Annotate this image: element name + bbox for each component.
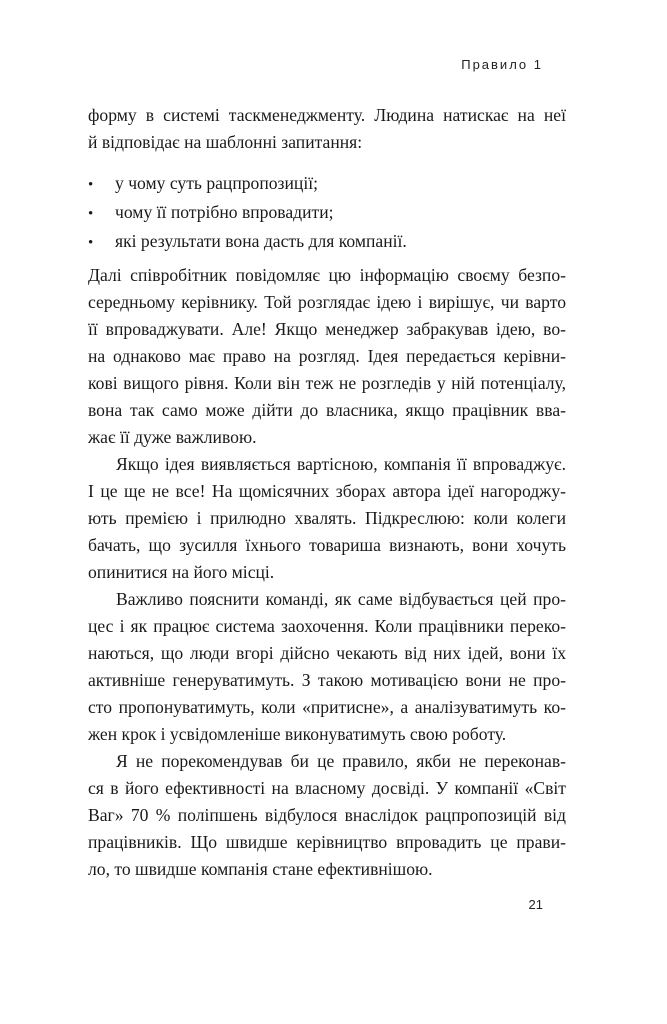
list-item-text: які результати вона дасть для компанії. — [115, 231, 407, 251]
bullet-icon: • — [88, 206, 94, 222]
list-item-text: у чому суть рацпропозиції; — [115, 173, 319, 193]
bullet-icon: • — [88, 177, 94, 193]
text-line: активніше генеруватимуть. З такою мотивацією вони не про- — [88, 670, 566, 690]
page-number: 21 — [528, 897, 543, 912]
text-line: Я не порекомендував би це правило, якби не переконав- — [116, 751, 566, 771]
text-line: ють премією і прилюдно хвалять. Підкреслюю: коли колеги — [88, 508, 566, 528]
body-text — [88, 262, 566, 883]
list-item-text: чому її потрібно впровадити; — [115, 202, 334, 222]
text-line: середньому керівнику. Той розглядає ідею і вирішує, чи варто — [88, 292, 566, 312]
list-item — [88, 170, 566, 199]
text-line: опинитися на його місці. — [88, 562, 275, 582]
text-line: Якщо ідея виявляється вартісною, компанія її впроваджує. — [116, 454, 566, 474]
text-line: бачать, що зусилля їхнього товариша визнають, вони хочуть — [88, 535, 566, 555]
running-head: Правило 1 — [461, 57, 543, 72]
text-line: Ваг» 70 % поліпшень відбулося внаслідок рацпропозицій від — [88, 805, 566, 825]
text-line: працівників. Що швидше керівництво впровадить це прави- — [88, 832, 566, 852]
text-line: на однаково має право на розгляд. Ідея передається керівни- — [88, 346, 566, 366]
list-item — [88, 199, 566, 228]
text-line: жен крок і усвідомленіше виконуватимуть свою роботу. — [88, 724, 507, 744]
bullet-list — [88, 170, 566, 257]
text-line: її впроваджувати. Але! Якщо менеджер забракував ідею, во- — [88, 319, 566, 339]
text-line: кові вищого рівня. Коли він теж не розгледів у ній потенціалу, — [88, 373, 566, 393]
text-line: форму в системі таскменеджменту. Людина натискає на неї — [88, 105, 566, 125]
text-line: І це ще не все! На щомісячних зборах автора ідеї нагороджу- — [88, 481, 566, 501]
text-line: Важливо пояснити команді, як саме відбувається цей про- — [116, 589, 566, 609]
intro-paragraph — [88, 102, 566, 156]
text-line: й відповідає на шаблонні запитання: — [88, 132, 363, 152]
bullet-icon: • — [88, 235, 94, 251]
text-line: ся в його ефективності на власному досвіді. У компанії «Світ — [88, 778, 566, 798]
list-item — [88, 228, 566, 257]
text-line: наються, що люди вгорі дійсно чекають від них ідей, вони їх — [88, 643, 566, 663]
text-line: цес і як працює система заохочення. Коли працівники переко- — [88, 616, 566, 636]
text-line: сто пропонуватимуть, коли «притисне», а аналізуватимуть ко- — [88, 697, 566, 717]
text-line: вона так само може дійти до власника, якщо працівник вва- — [88, 400, 566, 420]
text-line: жає її дуже важливою. — [88, 427, 257, 447]
text-line: ло, то швидше компанія стане ефективнішою. — [88, 859, 433, 879]
text-line: Далі співробітник повідомляє цю інформацію своєму безпо- — [88, 265, 566, 285]
